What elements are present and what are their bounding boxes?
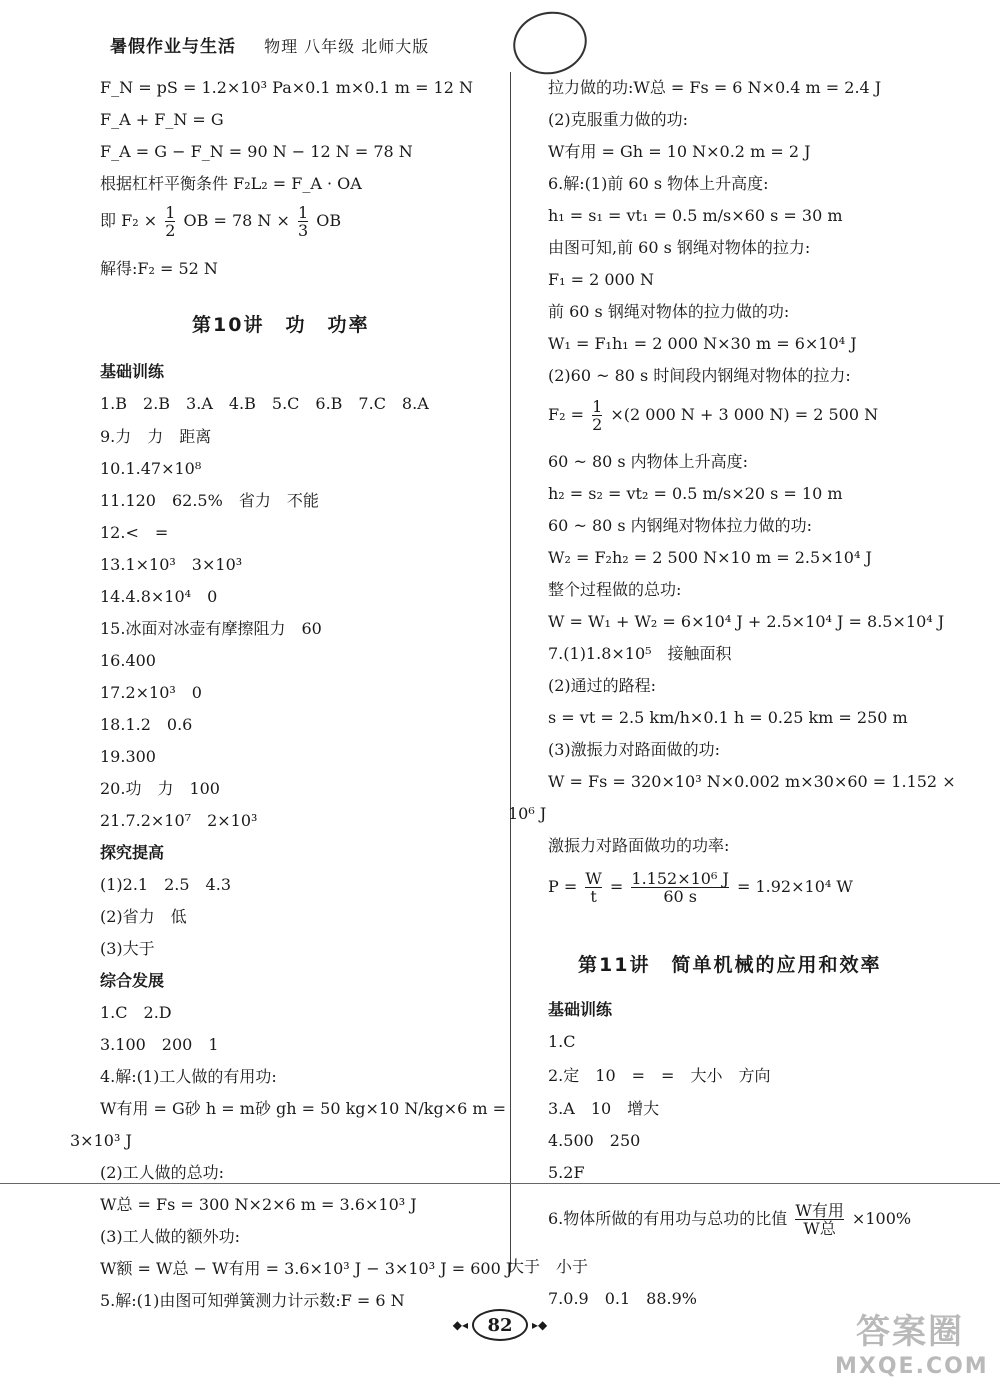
text-line: 由图可知,前 60 s 钢绳对物体的拉力: xyxy=(548,238,811,257)
text-line: 解得:F₂ = 52 N xyxy=(100,259,218,278)
answer-line: 4.500 250 xyxy=(548,1131,641,1150)
text-line: F_A + F_N = G xyxy=(100,110,224,129)
answer-line: W有用 = G砂 h = m砂 gh = 50 kg×10 N/kg×6 m = xyxy=(100,1099,507,1118)
answer-line: 5.2F xyxy=(548,1163,585,1182)
answer-line: 9.力 力 距离 xyxy=(100,427,212,446)
text-line: h₁ = s₁ = vt₁ = 0.5 m/s×60 s = 30 m xyxy=(548,206,843,225)
denominator: 2 xyxy=(165,221,176,240)
text: ×(2 000 N + 3 000 N) = 2 500 N xyxy=(610,405,879,424)
answer-line: 12.< = xyxy=(100,523,169,542)
denominator: t xyxy=(590,887,597,906)
answer-line: 10.1.47×10⁸ xyxy=(100,459,202,478)
equation-line xyxy=(548,398,878,433)
text-line: (2)通过的路程: xyxy=(548,676,657,695)
seal-logo xyxy=(507,5,592,81)
equation-line xyxy=(548,1202,911,1237)
answer-line: 21.7.2×10⁷ 2×10³ xyxy=(100,811,258,830)
text: OB xyxy=(316,211,342,230)
fraction xyxy=(631,870,728,905)
answer-line: 17.2×10³ 0 xyxy=(100,683,202,702)
text: P = xyxy=(548,877,578,896)
ornament-icon: ▸◆ xyxy=(532,1318,548,1332)
numerator: 1 xyxy=(165,203,176,222)
answer-line: 14.4.8×10⁴ 0 xyxy=(100,587,218,606)
text-line: 7.(1)1.8×10⁵ 接触面积 xyxy=(548,644,732,663)
text-line: 拉力做的功:W总 = Fs = 6 N×0.4 m = 2.4 J xyxy=(548,78,882,97)
answer-line: 13.1×10³ 3×10³ xyxy=(100,555,243,574)
text-line: W = W₁ + W₂ = 6×10⁴ J + 2.5×10⁴ J = 8.5×10⁴ J xyxy=(548,612,945,631)
text-line: 6.解:(1)前 60 s 物体上升高度: xyxy=(548,174,769,193)
text: F₂ = xyxy=(548,405,585,424)
watermark-url: MXQE.COM xyxy=(835,1354,989,1379)
answer-line: 2.定 10 = = 大小 方向 xyxy=(548,1066,771,1085)
text: 6.物体所做的有用功与总功的比值 xyxy=(548,1209,788,1228)
text: OB = 78 N × xyxy=(183,211,290,230)
text-line: F₁ = 2 000 N xyxy=(548,270,654,289)
numerator: W xyxy=(585,869,602,888)
denominator: 60 s xyxy=(663,887,697,906)
horizontal-rule xyxy=(0,1183,1000,1184)
answer-line: 5.解:(1)由图可知弹簧测力计示数:F = 6 N xyxy=(100,1291,405,1310)
text-line: 整个过程做的总功: xyxy=(548,580,682,599)
text: ×100% xyxy=(851,1209,912,1228)
equation-line xyxy=(548,870,853,905)
answer-line: (3)工人做的额外功: xyxy=(100,1227,241,1246)
answer-line: W额 = W总 − W有用 = 3.6×10³ J − 3×10³ J = 600 J xyxy=(100,1259,513,1278)
text: = 1.92×10⁴ W xyxy=(736,877,853,896)
text-line: W有用 = Gh = 10 N×0.2 m = 2 J xyxy=(548,142,811,161)
numerator: W有用 xyxy=(795,1201,844,1220)
text-line: 前 60 s 钢绳对物体的拉力做的功: xyxy=(548,302,790,321)
book-title: 暑假作业与生活 xyxy=(110,37,236,57)
answer-line: 3×10³ J xyxy=(70,1131,132,1150)
text-line: (2)60 ~ 80 s 时间段内钢绳对物体的拉力: xyxy=(548,366,851,385)
section-title: 第10讲 功 功率 xyxy=(192,314,370,336)
text-line: 根据杠杆平衡条件 F₂L₂ = F_A · OA xyxy=(100,174,362,193)
text-line: F_N = pS = 1.2×10³ Pa×0.1 m×0.1 m = 12 N xyxy=(100,78,473,97)
text: = xyxy=(609,877,624,896)
text-line: W = Fs = 320×10³ N×0.002 m×30×60 = 1.152 × xyxy=(548,772,956,791)
answer-line: 1.C xyxy=(548,1032,576,1051)
text-line: h₂ = s₂ = vt₂ = 0.5 m/s×20 s = 10 m xyxy=(548,484,843,503)
numerator: 1 xyxy=(297,203,309,222)
denominator: 3 xyxy=(297,221,309,240)
text-line: s = vt = 2.5 km/h×0.1 h = 0.25 km = 250 m xyxy=(548,708,908,727)
section-title: 第11讲 简单机械的应用和效率 xyxy=(578,954,882,976)
fraction xyxy=(592,398,602,433)
watermark-text: 答案圈 xyxy=(856,1312,964,1352)
text-line: F_A = G − F_N = 90 N − 12 N = 78 N xyxy=(100,142,413,161)
text-line: 60 ~ 80 s 内钢绳对物体拉力做的功: xyxy=(548,516,813,535)
denominator: 2 xyxy=(592,415,603,434)
answer-line: (2)省力 低 xyxy=(100,907,187,926)
fraction xyxy=(585,870,601,905)
text-line: (3)激振力对路面做的功: xyxy=(548,740,721,759)
page-footer xyxy=(440,1305,560,1345)
answer-line: 19.300 xyxy=(100,747,156,766)
fraction xyxy=(165,204,175,239)
numerator: 1 xyxy=(592,397,603,416)
fraction xyxy=(795,1202,843,1237)
answer-line: 大于 小于 xyxy=(508,1257,589,1276)
answer-line: 1.B 2.B 3.A 4.B 5.C 6.B 7.C 8.A xyxy=(100,394,429,413)
book-meta: 物理 八年级 北师大版 xyxy=(264,37,430,56)
answer-line: 3.A 10 增大 xyxy=(548,1099,660,1118)
ornament-icon: ◆◂ xyxy=(452,1318,468,1332)
answer-line: 18.1.2 0.6 xyxy=(100,715,193,734)
answer-line: (1)2.1 2.5 4.3 xyxy=(100,875,232,894)
answer-line: (2)工人做的总功: xyxy=(100,1163,225,1182)
equation-line xyxy=(100,204,341,239)
answer-line: 1.C 2.D xyxy=(100,1003,172,1022)
subsection-heading: 综合发展 xyxy=(100,971,165,990)
answer-line: 11.120 62.5% 省力 不能 xyxy=(100,491,319,510)
answer-line: 3.100 200 1 xyxy=(100,1035,219,1054)
watermark-logo xyxy=(835,1310,989,1390)
answer-line: 7.0.9 0.1 88.9% xyxy=(548,1289,697,1308)
subsection-heading: 探究提高 xyxy=(100,843,165,862)
answer-line: 15.冰面对冰壶有摩擦阻力 60 xyxy=(100,619,322,638)
answer-line: 16.400 xyxy=(100,651,156,670)
subsection-heading: 基础训练 xyxy=(100,362,165,381)
subsection-heading: 基础训练 xyxy=(548,1000,613,1019)
fraction xyxy=(298,204,308,239)
answer-line: (3)大于 xyxy=(100,939,155,958)
text-line: 60 ~ 80 s 内物体上升高度: xyxy=(548,452,749,471)
text: 即 F₂ × xyxy=(100,211,158,230)
text-line: W₁ = F₁h₁ = 2 000 N×30 m = 6×10⁴ J xyxy=(548,334,857,353)
numerator: 1.152×10⁶ J xyxy=(631,869,729,888)
answer-line: W总 = Fs = 300 N×2×6 m = 3.6×10³ J xyxy=(100,1195,417,1214)
text-line: W₂ = F₂h₂ = 2 500 N×10 m = 2.5×10⁴ J xyxy=(548,548,872,567)
column-divider xyxy=(510,72,511,1272)
answer-line: 4.解:(1)工人做的有用功: xyxy=(100,1067,277,1086)
text-line: (2)克服重力做的功: xyxy=(548,110,689,129)
text-line: 10⁶ J xyxy=(508,804,547,823)
answer-line: 20.功 力 100 xyxy=(100,779,220,798)
page-number: 82 xyxy=(472,1309,528,1341)
text-line: 激振力对路面做功的功率: xyxy=(548,836,730,855)
denominator: W总 xyxy=(803,1219,836,1238)
